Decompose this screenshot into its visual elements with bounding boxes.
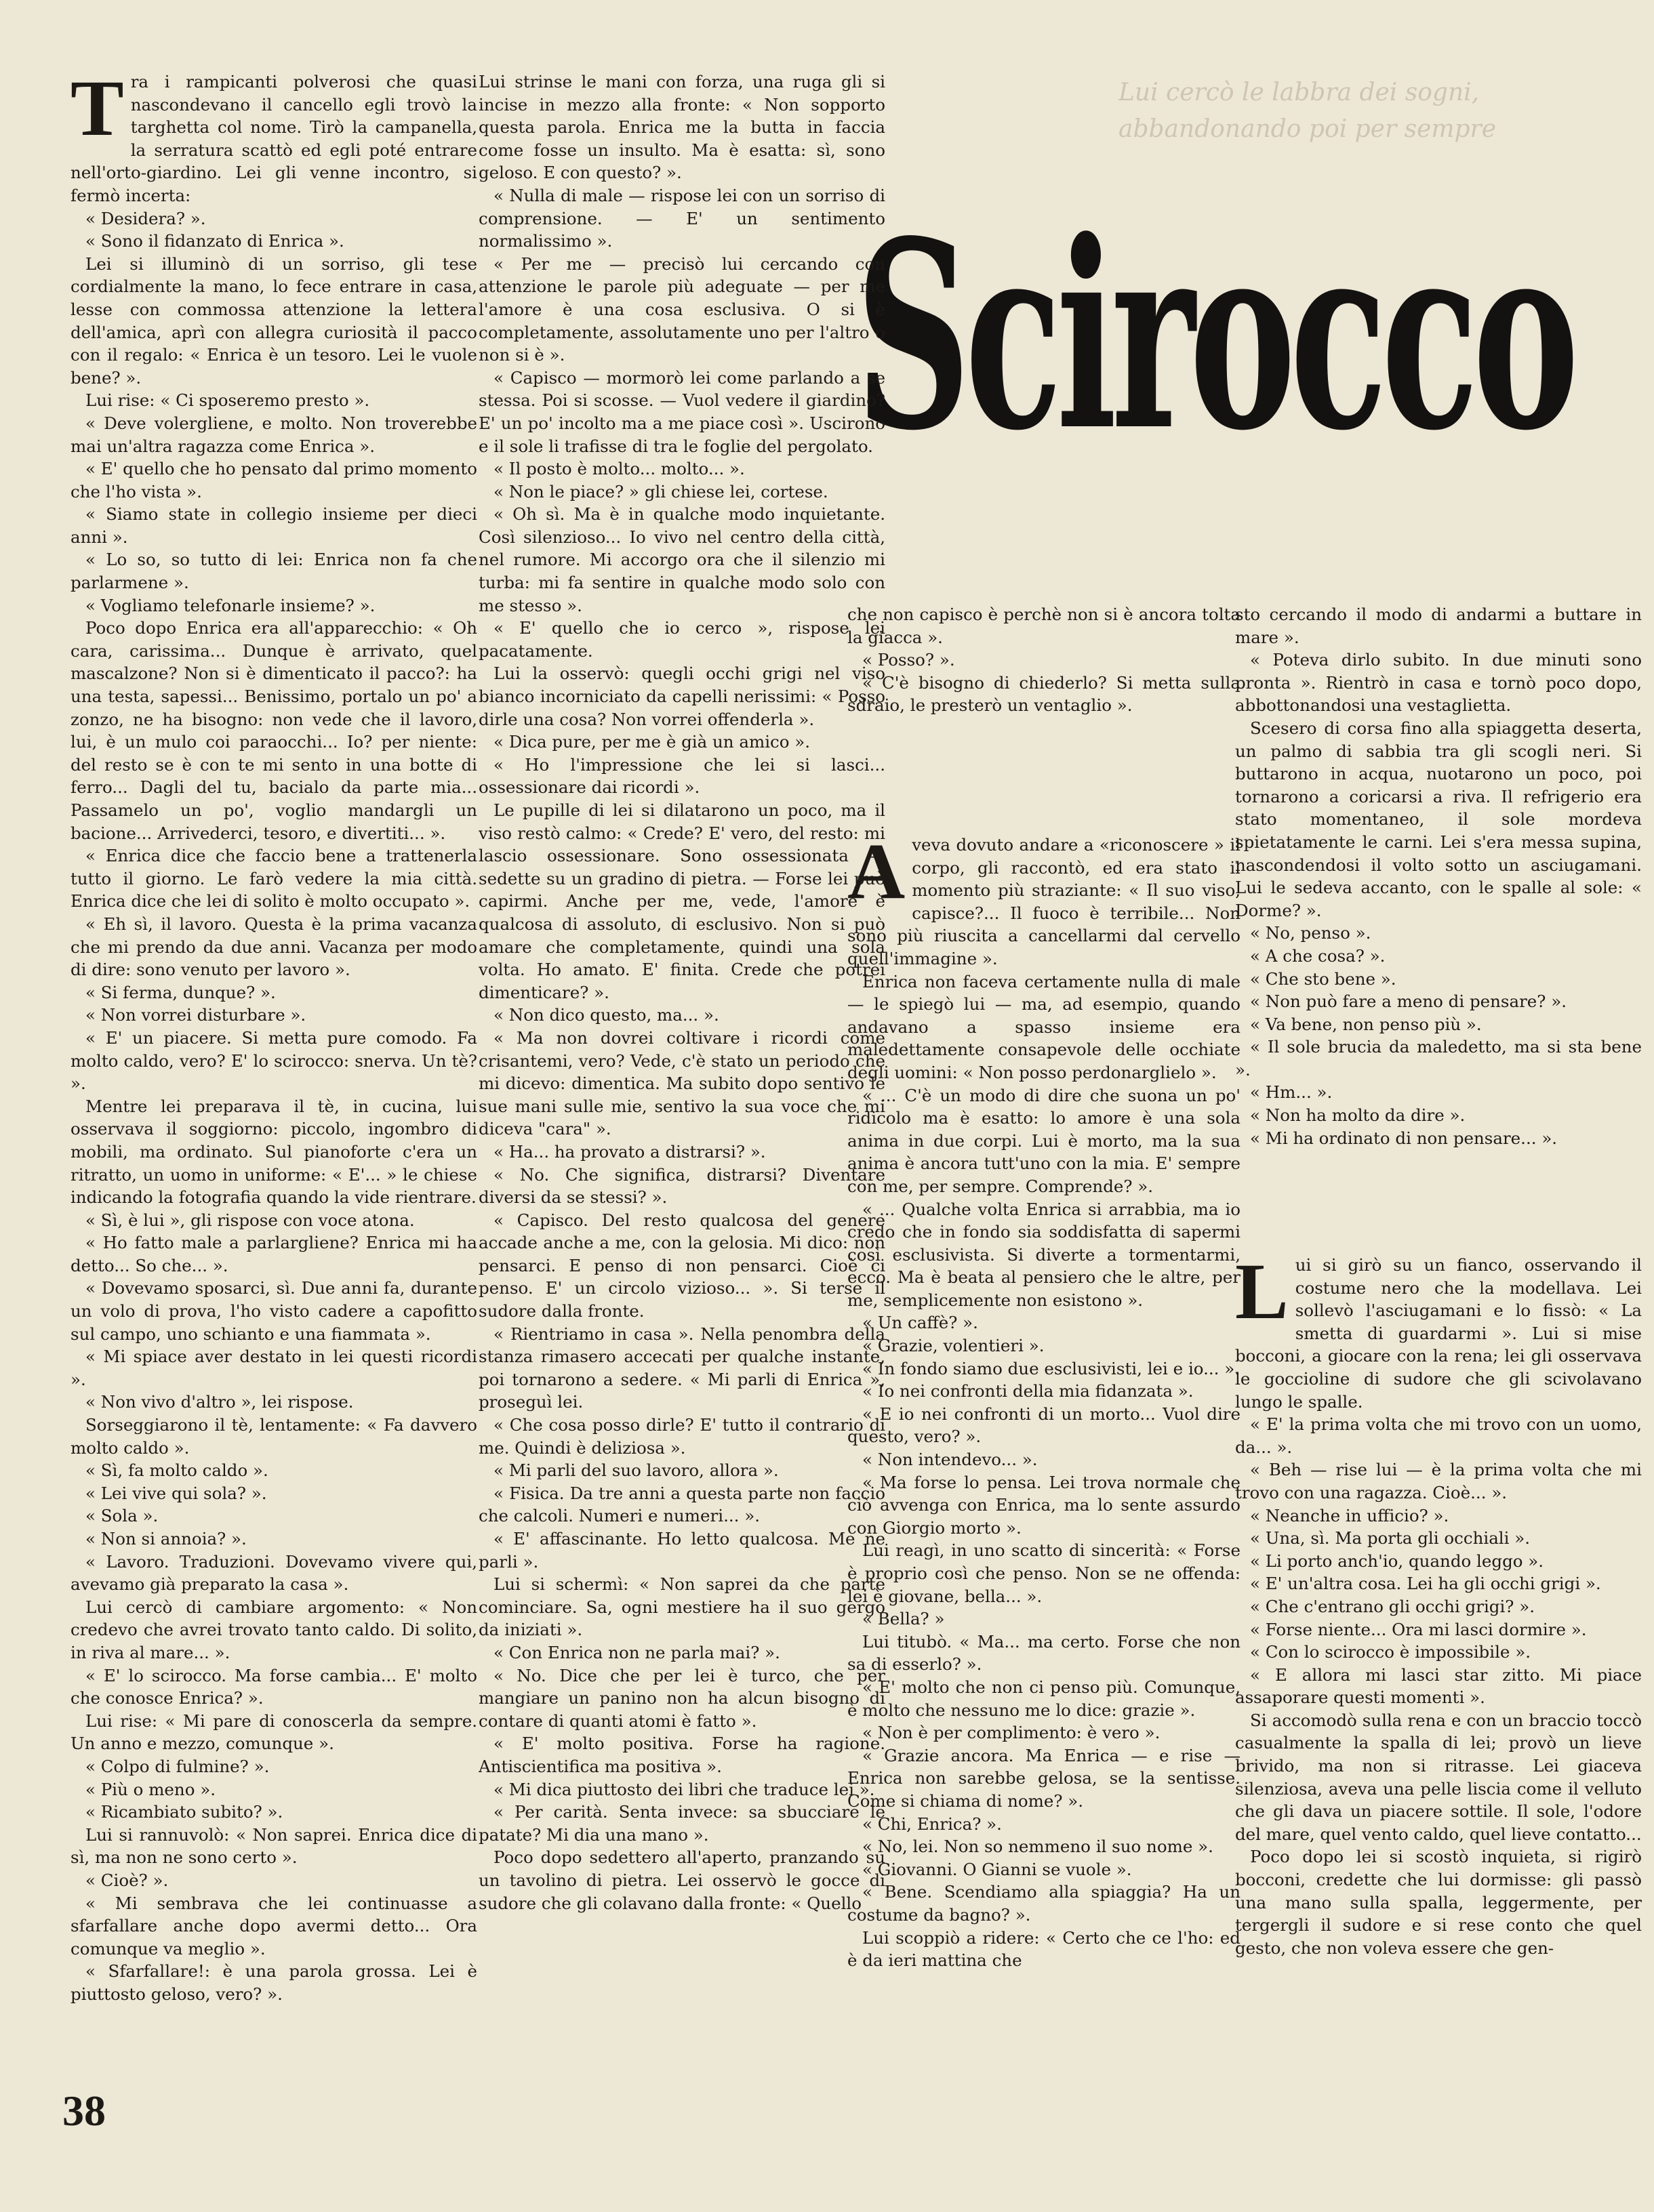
paragraph: « Sola ». — [85, 1506, 159, 1526]
paragraph: « Sì, è lui », gli rispose con voce atona. — [85, 1210, 415, 1230]
paragraph: « Più o meno ». — [85, 1779, 216, 1799]
paragraph: Mentre lei preparava il tè, in cucina, lui osservava il soggiorno: piccolo, ingombro di mobili, ma ordinato. Sul pianoforte c'era un ritratto, un uomo in uniforme: « E'... » le chiese indicando la fotografia quando la vide rientrare. — [70, 1096, 477, 1208]
paragraph: « Non intendevo... ». — [862, 1450, 1038, 1470]
paragraph: Lui cercò di cambiare argomento: « Non credevo che avrei trovato tanto caldo. Di solito, in riva al mare... ». — [70, 1597, 477, 1662]
paragraph: Si accomodò sulla rena e con un braccio toccò casualmente la spalla di lei; provò un lieve brivido, ma non si ritrasse. Lei giaceva silenziosa, aveva una pelle liscia come il velluto che gli dava un piacere sottile. Il sole, l'odore del mare, quel vento caldo, quel lieve contatto... — [1235, 1710, 1642, 1844]
paragraph: « Forse niente... Ora mi lasci dormire ». — [1250, 1619, 1587, 1639]
paragraph: Poco dopo sedettero all'aperto, pranzando su un tavolino di pietra. Lei osservò le gocce di sudore che gli colavano dalla fronte: « Quello — [479, 1847, 885, 1913]
paragraph: Lui si schermì: « Non saprei da che parte cominciare. Sa, ogni mestiere ha il suo gergo da iniziati ». — [479, 1574, 885, 1640]
paragraph: « Ha... ha provato a distrarsi? ». — [493, 1141, 766, 1162]
paragraph: « Eh sì, il lavoro. Questa è la prima vacanza che mi prendo da due anni. Vacanza per modo di dire: sono venuto per lavoro ». — [70, 914, 477, 980]
paragraph: « E' molto che non ci penso più. Comunque, è molto che nessuno me lo dice: grazie ». — [847, 1677, 1240, 1720]
paragraph: « Sfarfallare!: è una parola grossa. Lei è piuttosto geloso, vero? ». — [70, 1961, 477, 2004]
paragraph: « Chi, Enrica? ». — [862, 1814, 1002, 1834]
paragraph: Lui si girò su un fianco, osservando il costume nero che la modellava. Lei sollevò l'asciugamani e lo fissò: « La smetta di guardarmi ». Lui si mise bocconi, a giocare con la rena; lei gli osservava le goccioline di sudore che gli scivolavano lungo le spalle. — [1235, 1254, 1642, 1412]
dropcap-l: L — [1235, 1254, 1289, 1336]
paragraph: « E' un'altra cosa. Lei ha gli occhi grigi ». — [1250, 1574, 1601, 1594]
paragraph: Lui strinse le mani con forza, una ruga gli si incise in mezzo alla fronte: « Non sopporto questa parola. Enrica me la butta in faccia come fosse un insulto. Ma è esatta: sì, sono geloso. E con questo? ». — [479, 72, 885, 183]
paragraph: « Desidera? ». — [85, 208, 206, 228]
paragraph: « E' quello che ho pensato dal primo momento che l'ho vista ». — [70, 459, 477, 501]
dropcap-t: T — [70, 70, 124, 152]
column-3-main — [847, 834, 1240, 2094]
paragraph: « Mi parli del suo lavoro, allora ». — [493, 1460, 779, 1481]
paragraph: « Rientriamo in casa ». Nella penombra della stanza rimasero accecati per qualche instante, poi tornarono a sedere. « Mi parli di Enrica », proseguì lei. — [479, 1324, 885, 1412]
paragraph: « Mi spiace aver destato in lei questi ricordi ». — [70, 1347, 477, 1389]
paragraph: « Colpo di fulmine? ». — [85, 1756, 270, 1776]
paragraph: « Sì, fa molto caldo ». — [85, 1460, 268, 1481]
paragraph: Le pupille di lei si dilatarono un poco, ma il viso restò calmo: « Crede? E' vero, del resto: mi lascio ossessionare. Sono ossessionata — sedette su un gradino di pietra. — Forse lei può capirmi. Anche per me, vede, l'amore è qualcosa di assoluto, di esclusivo. Non si può amare che completamente, quindi una sola volta. Ho amato. E' finita. Crede che potrei dimenticare? ». — [479, 800, 885, 1002]
column-1 — [70, 70, 477, 2049]
paragraph: « E' affascinante. Ho letto qualcosa. Me ne parli ». — [479, 1529, 885, 1572]
dropcap-a: A — [847, 834, 906, 916]
paragraph: « Non ha molto da dire ». — [1250, 1105, 1466, 1126]
paragraph: « Il sole brucia da maledetto, ma si sta bene ». — [1235, 1037, 1642, 1080]
paragraph: Lui si rannuvolò: « Non saprei. Enrica dice di sì, ma non ne sono certo ». — [70, 1824, 477, 1868]
paragraph: « Non dico questo, ma... ». — [493, 1005, 719, 1025]
paragraph: che non capisco è perchè non si è ancora tolta la giacca ». — [847, 605, 1240, 647]
paragraph: « Cioè? ». — [85, 1870, 169, 1890]
paragraph: Lui scoppiò a ridere: « Certo che ce l'ho: ed è da ieri mattina che — [847, 1927, 1240, 1971]
paragraph: « Li porto anch'io, quando leggo ». — [1250, 1551, 1544, 1571]
paragraph: « No, penso ». — [1250, 923, 1371, 943]
paragraph: « Un caffè? ». — [862, 1313, 978, 1333]
column-2 — [479, 70, 885, 2049]
paragraph: « Posso? ». — [862, 650, 955, 670]
paragraph: « Mi dica piuttosto dei libri che traduce lei ». — [493, 1779, 875, 1799]
paragraph: « Bene. Scendiamo alla spiaggia? Ha un costume da bagno? ». — [847, 1882, 1240, 1925]
paragraph: « Che cosa posso dirle? E' tutto il contrario di me. Quindi è deliziosa ». — [479, 1415, 885, 1458]
paragraph: « E' lo scirocco. Ma forse cambia... E' molto che conosce Enrica? ». — [70, 1665, 477, 1708]
story-title: Scirocco — [855, 184, 1573, 487]
paragraph: « Hm... ». — [1250, 1082, 1333, 1103]
paragraph: « Lo so, so tutto di lei: Enrica non fa che parlarmene ». — [70, 550, 477, 593]
page-number: 38 — [62, 2087, 106, 2135]
paragraph: « Beh — rise lui — è la prima volta che mi trovo con una ragazza. Cioè... ». — [1235, 1460, 1642, 1502]
paragraph: « Lavoro. Traduzioni. Dovevamo vivere qui, avevamo già preparato la casa ». — [70, 1551, 477, 1595]
paragraph: « Dovevamo sposarci, sì. Due anni fa, durante un volo di prova, l'ho visto cadere a capofitto sul campo, uno schianto e una fiammata ». — [70, 1278, 477, 1344]
paragraph: « Nulla di male — rispose lei con un sorriso di comprensione. — E' un sentimento normalissimo ». — [479, 185, 885, 251]
paragraph: sto cercando il modo di andarmi a buttare in mare ». — [1235, 605, 1642, 647]
paragraph: « Oh sì. Ma è in qualche modo inquietante. Così silenzioso... Io vivo nel centro della città, nel rumore. Mi accorgo ora che il silenzio mi turba: mi fa sentire in qualche modo solo con me stesso ». — [479, 504, 885, 615]
paragraph: « Non è per complimento: è vero ». — [862, 1723, 1161, 1743]
paragraph: Lui la osservò: quegli occhi grigi nel viso bianco incorniciato da capelli nerissimi: « Posso dirle una cosa? Non vorrei offenderla ». — [479, 663, 885, 729]
paragraph: Poco dopo Enrica era all'apparecchio: « Oh cara, carissima... Dunque è arrivato, quel mascalzone? Non si è dimenticato il pacco?: ha una testa, sapessi... Benissimo, portalo un po' a zonzo, ne ha bisogno: non vede che il lavoro, lui, è un mulo coi paraocchi... Io? per niente: del resto se è con te mi sento in una botte di ferro... Dagli del tu, bacialo da parte mia... Passamelo un po', voglio mandargli un bacione... Arrivederci, tesoro, e divertiti... ». — [70, 618, 477, 843]
paragraph: « A che cosa? ». — [1250, 945, 1386, 966]
paragraph: Lui titubò. « Ma... ma certo. Forse che non sa di esserlo? ». — [847, 1631, 1240, 1675]
paragraph: « Sono il fidanzato di Enrica ». — [85, 231, 344, 251]
paragraph: « Con lo scirocco è impossibile ». — [1250, 1642, 1531, 1662]
paragraph: Lui rise: « Mi pare di conoscerla da sempre. Un anno e mezzo, comunque ». — [70, 1711, 477, 1754]
paragraph: « Fisica. Da tre anni a questa parte non faccio che calcoli. Numeri e numeri... ». — [479, 1483, 885, 1526]
paragraph: « Grazie ancora. Ma Enrica — e rise — Enrica non sarebbe gelosa, se la sentisse. Come si chiama di nome? ». — [847, 1745, 1240, 1811]
paragraph: « Giovanni. O Gianni se vuole ». — [862, 1859, 1132, 1879]
paragraph: Lui rise: « Ci sposeremo presto ». — [85, 390, 370, 411]
paragraph: « Capisco — mormorò lei come parlando a se stessa. Poi si scosse. — Vuol vedere il giardino? E' un po' incolto ma a me piace così ». Uscirono e il sole li trafisse di tra le foglie del pergolato. — [479, 367, 885, 456]
paragraph: « Per carità. Senta invece: sa sbucciare le patate? Mi dia una mano ». — [479, 1802, 885, 1845]
paragraph: « Va bene, non penso più ». — [1250, 1014, 1482, 1034]
column-3-top — [847, 603, 1240, 732]
paragraph: « E' un piacere. Si metta pure comodo. Fa molto caldo, vero? E' lo scirocco: snerva. Un tè? ». — [70, 1027, 477, 1094]
paragraph: « No, lei. Non so nemmeno il suo nome ». — [862, 1837, 1213, 1857]
paragraph: « E' quello che io cerco », rispose lei pacatamente. — [479, 618, 885, 661]
paragraph: « Siamo state in collegio insieme per dieci anni ». — [70, 504, 477, 547]
paragraph: « Che sto bene ». — [1250, 968, 1396, 989]
paragraph: Sorseggiarono il tè, lentamente: « Fa davvero molto caldo ». — [70, 1415, 477, 1458]
paragraph: « Ma non dovrei coltivare i ricordi come crisantemi, vero? Vede, c'è stato un periodo che mi dicevo: dimentica. Ma subito dopo sentivo le sue mani sulle mie, sentivo la sua voce che mi diceva "cara" ». — [479, 1027, 885, 1139]
paragraph: Enrica non faceva certamente nulla di male — le spiegò lui — ma, ad esempio, quando andavano a spasso insieme era maledettamente consapevole delle occhiate degli uomini: « Non posso perdonarglielo ». — [847, 971, 1240, 1082]
paragraph: « Per me — precisò lui cercando con attenzione le parole più adeguate — per me l'amore è una cosa esclusiva. O si è completamente, assolutamente uno per l'altro o non si è ». — [479, 253, 885, 365]
paragraph: Scesero di corsa fino alla spiaggetta deserta, un palmo di sabbia tra gli scogli neri. Si buttarono in acqua, nuotarono un poco, poi tornarono a coricarsi a riva. Il refrigerio era stato momentaneo, il sole mordeva spietatamente le carni. Lei s'era messa supina, nascondendosi il volto sotto un asciugamani. Lui le sedeva accanto, con le spalle al sole: « Dorme? ». — [1235, 718, 1642, 920]
paragraph: « Non le piace? » gli chiese lei, cortese. — [493, 481, 828, 501]
paragraph: « ... Qualche volta Enrica si arrabbia, ma io credo che in fondo sia soddisfatta di sapermi così esclusivista. Si diverte a tormentarmi, ecco. Ma è beata al pensiero che le altre, per me, semplicemente non esistono ». — [847, 1199, 1240, 1310]
paragraph: « Deve volergliene, e molto. Non troverebbe mai un'altra ragazza come Enrica ». — [70, 413, 477, 456]
paragraph: Tra i rampicanti polverosi che quasi nascondevano il cancello egli trovò la targhetta col nome. Tirò la campanella, la serratura scattò ed egli poté entrare nell'orto-giardino. Lei gli venne incontro, si fermò incerta: — [70, 70, 477, 205]
paragraph: « Lei vive qui sola? ». — [85, 1483, 267, 1503]
paragraph: Aveva dovuto andare a «riconoscere » il corpo, gli raccontò, ed era stato il momento più straziante: « Il suo viso, capisce?... Il fuoco è terribile... Non sono più riuscita a cancellarmi dal cervello quell'immagine ». — [847, 834, 1240, 968]
paragraph: Poco dopo lei si scostò inquieta, si rigirò bocconi, credette che lui dormisse: gli passò una mano sulla spalla, leggermente, per tergergli il sudore e si rese conto che quel gesto, che non voleva essere che gen- — [1235, 1847, 1642, 1958]
paragraph: « Non vorrei disturbare ». — [85, 1005, 306, 1025]
paragraph: « E' la prima volta che mi trovo con un uomo, da... ». — [1235, 1414, 1642, 1457]
paragraph: « Che c'entrano gli occhi grigi? ». — [1250, 1596, 1535, 1616]
paragraph: « ... C'è un modo di dire che suona un po' ridicolo ma è esatto: lo amore è una sola anima in due corpi. Lui è morto, ma la sua anima è ancora tutt'uno con la mia. E' sempre con me, per sempre. Comprende? ». — [847, 1085, 1240, 1196]
paragraph: « Grazie, volentieri ». — [862, 1336, 1045, 1356]
paragraph: « Mi ha ordinato di non pensare... ». — [1250, 1128, 1558, 1148]
paragraph: « Una, sì. Ma porta gli occhiali ». — [1250, 1528, 1531, 1549]
paragraph: « Dica pure, per me è già un amico ». — [493, 732, 811, 752]
paragraph: « Io nei confronti della mia fidanzata ». — [862, 1381, 1194, 1401]
paragraph: « Mi sembrava che lei continuasse a sfarfallare anche dopo avermi detto... Ora comunque va meglio ». — [70, 1893, 477, 1959]
paragraph: « Bella? » — [862, 1609, 945, 1629]
paragraph: « Ho fatto male a parlargliene? Enrica mi ha detto... So che... ». — [70, 1233, 477, 1275]
paragraph: « E' molto positiva. Forse ha ragione. Antiscientifica ma positiva ». — [479, 1734, 885, 1776]
paragraph: « Ma forse lo pensa. Lei trova normale che ciò avvenga con Enrica, ma lo sente assurdo con Giorgio morto ». — [847, 1472, 1240, 1538]
paragraph: « Ho l'impressione che lei si lasci... ossessionare dai ricordi ». — [479, 754, 885, 798]
paragraph: « Il posto è molto... molto... ». — [493, 459, 745, 479]
paragraph: « Neanche in ufficio? ». — [1250, 1505, 1449, 1525]
paragraph: « Poteva dirlo subito. In due minuti sono pronta ». Rientrò in casa e tornò poco dopo, abbottonandosi una vestaglietta. — [1235, 650, 1642, 716]
paragraph: Lui reagì, in uno scatto di sincerità: « Forse è proprio così che penso. Non se ne offenda: lei è giovane, bella... ». — [847, 1540, 1240, 1606]
paragraph: Lei si illuminò di un sorriso, gli tese cordialmente la mano, lo fece entrare in casa, lesse con commossa attenzione la lettera dell'amica, aprì con allegra curiosità il pacco con il regalo: « Enrica è un tesoro. Lei le vuole bene? ». — [70, 253, 477, 388]
show-through-text: Lui cercò le labbra dei sogni, abbandonando poi per sempre — [1118, 79, 1497, 143]
column-4-top — [1235, 603, 1642, 1200]
paragraph: « Non può fare a meno di pensare? ». — [1250, 991, 1567, 1012]
paragraph: « Non si annoia? ». — [85, 1529, 247, 1549]
paragraph: « Vogliamo telefonarle insieme? ». — [85, 595, 376, 615]
paragraph: « E io nei confronti di un morto... Vuol dire questo, vero? ». — [847, 1404, 1240, 1447]
paragraph: « In fondo siamo due esclusivisti, lei e io... ». — [862, 1358, 1240, 1378]
paragraph: « C'è bisogno di chiederlo? Si metta sulla sdraio, le presterò un ventaglio ». — [847, 672, 1240, 716]
paragraph: « Non vivo d'altro », lei rispose. — [85, 1392, 354, 1412]
paragraph: « Con Enrica non ne parla mai? ». — [493, 1642, 780, 1662]
column-4-main — [1235, 1254, 1642, 2101]
paragraph: « No. Che significa, distrarsi? Diventare diversi da se stessi? ». — [479, 1164, 885, 1208]
paragraph: « Si ferma, dunque? ». — [85, 982, 276, 1002]
paragraph: « Capisco. Del resto qualcosa del genere accade anche a me, con la gelosia. Mi dico: non pensarci. E penso di non pensarci. Cioè ci penso. E' un circolo vizioso... ». Si terse il sudore dalla fronte. — [479, 1210, 885, 1322]
paragraph: « Enrica dice che faccio bene a trattenerla tutto il giorno. Le farò vedere la mia città. Enrica dice che lei di solito è molto occupato ». — [70, 846, 477, 912]
paragraph: « E allora mi lasci star zitto. Mi piace assaporare questi momenti ». — [1235, 1664, 1642, 1708]
paragraph: « Ricambiato subito? ». — [85, 1802, 283, 1822]
paragraph: « No. Dice che per lei è turco, che per mangiare un panino non ha alcun bisogno di contare di quanti atomi è fatto ». — [479, 1665, 885, 1731]
